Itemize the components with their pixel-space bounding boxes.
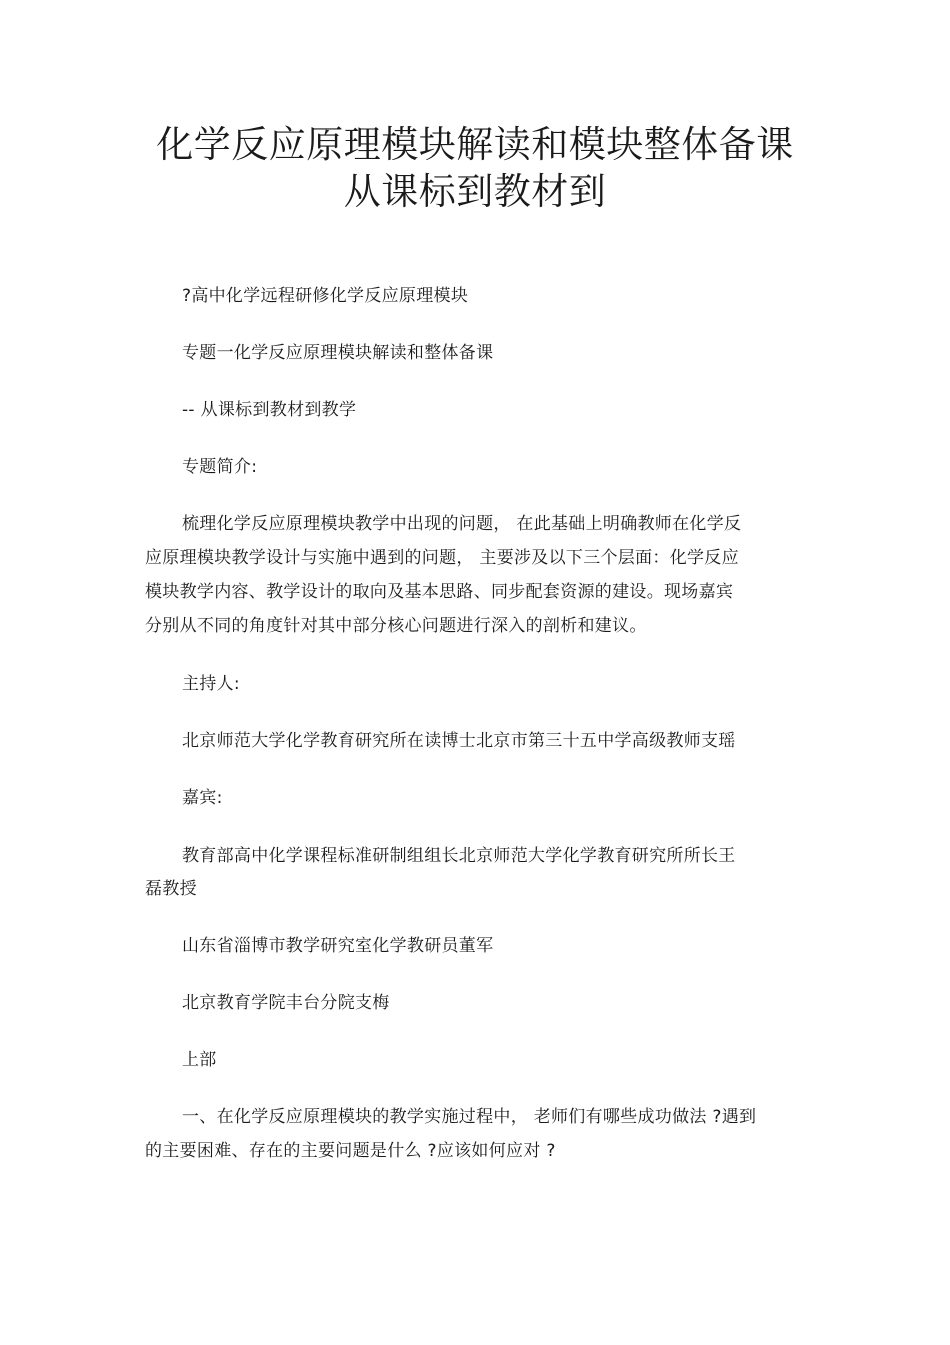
host-text: 北京师范大学化学教育研究所在读博士北京市第三十五中学高级教师支瑶 — [182, 731, 736, 751]
intro-line-2: 专题一化学反应原理模块解读和整体备课 — [182, 343, 494, 363]
host-heading: 主持人: — [182, 674, 240, 694]
summary-paragraph-line-2: 应原理模块教学设计与实施中遇到的问题， 主要涉及以下三个层面：化学反应 — [145, 548, 739, 568]
guest-3: 北京教育学院丰台分院支梅 — [182, 993, 390, 1013]
guest-2: 山东省淄博市教学研究室化学教研员董军 — [182, 936, 494, 956]
summary-paragraph-line-3: 模块教学内容、教学设计的取向及基本思路、同步配套资源的建设。现场嘉宾 — [145, 582, 734, 602]
question-1-line-1: 一、在化学反应原理模块的教学实施过程中， 老师们有哪些成功做法 ?遇到 — [182, 1107, 757, 1127]
summary-paragraph-line-1: 梳理化学反应原理模块教学中出现的问题， 在此基础上明确教师在化学反 — [182, 514, 742, 534]
guest-heading: 嘉宾: — [182, 788, 223, 808]
part-label: 上部 — [182, 1050, 217, 1070]
summary-heading: 专题简介: — [182, 457, 258, 477]
question-1-line-2: 的主要困难、存在的主要问题是什么 ?应该如何应对 ? — [145, 1141, 556, 1161]
guest-1-line-1: 教育部高中化学课程标准研制组组长北京师范大学化学教育研究所所长王 — [182, 846, 736, 866]
intro-line-1: ?高中化学远程研修化学反应原理模块 — [182, 286, 469, 306]
summary-paragraph-line-4: 分别从不同的角度针对其中部分核心问题进行深入的剖析和建议。 — [145, 616, 647, 636]
document-title-line-2: 从课标到教材到 — [343, 170, 607, 213]
intro-line-3: -- 从课标到教材到教学 — [182, 400, 357, 420]
guest-1-line-2: 磊教授 — [145, 879, 197, 899]
document-title-line-1: 化学反应原理模块解读和模块整体备课 — [156, 123, 794, 166]
